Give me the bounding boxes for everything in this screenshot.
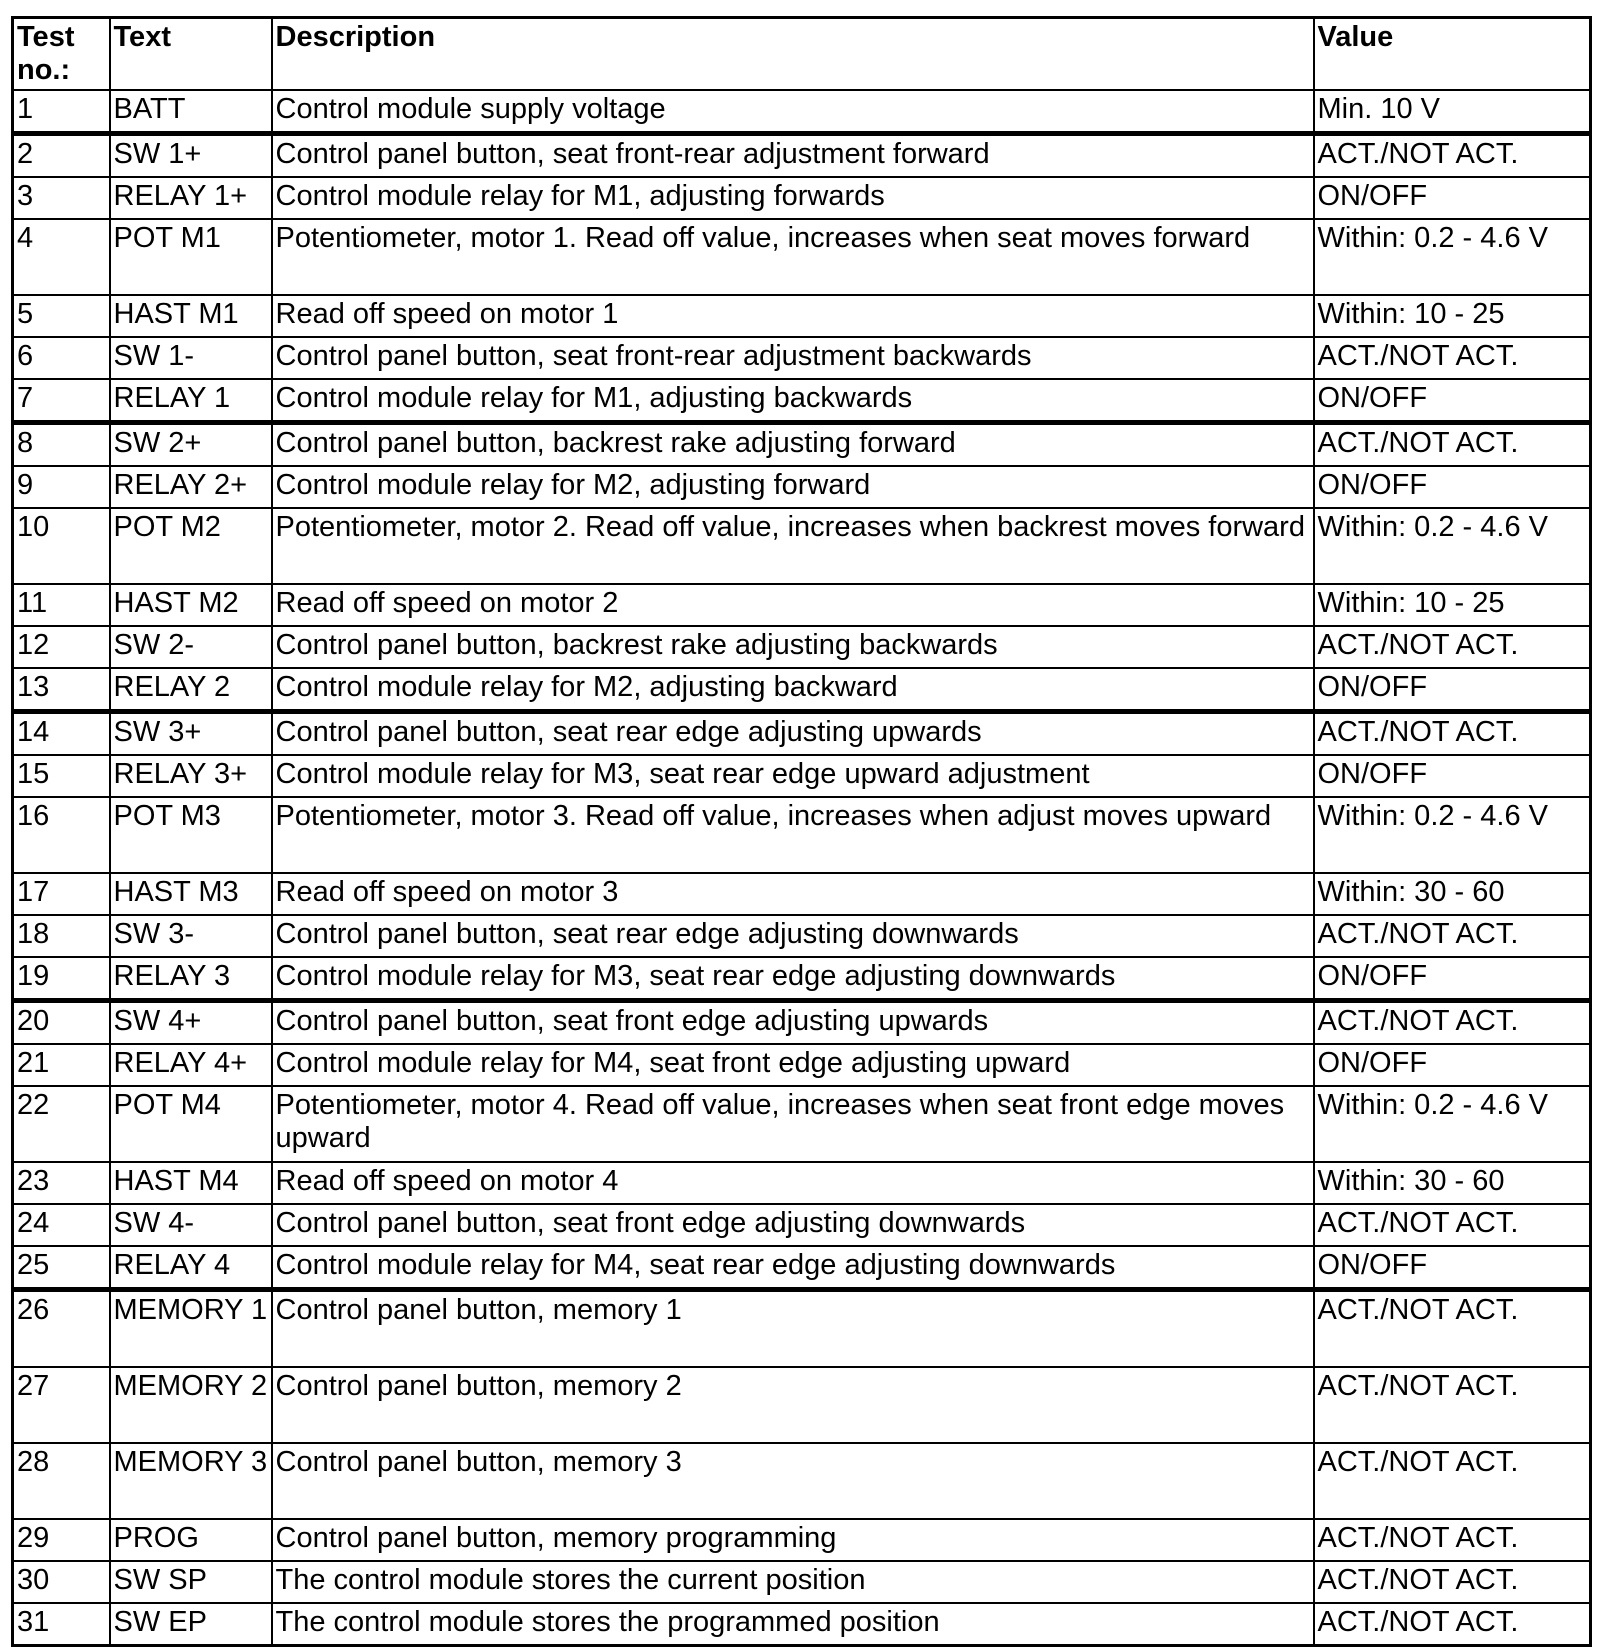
cell-value: Min. 10 V [1314,90,1591,134]
cell-value: ACT./NOT ACT. [1314,712,1591,756]
cell-description: Control panel button, memory programming [272,1519,1314,1561]
header-value: Value [1314,18,1591,91]
table-row [13,584,1591,626]
cell-test-no: 8 [13,423,110,467]
cell-test-no: 1 [13,90,110,134]
header-row [13,18,1591,91]
cell-test-no: 18 [13,915,110,957]
cell-test-no: 24 [13,1204,110,1246]
cell-value: ACT./NOT ACT. [1314,423,1591,467]
cell-description: Control panel button, memory 2 [272,1367,1314,1443]
cell-value: ON/OFF [1314,668,1591,712]
cell-test-no: 21 [13,1044,110,1086]
test-table [11,16,1592,1647]
cell-text: RELAY 2 [110,668,272,712]
cell-description: Control panel button, seat front-rear adjustment backwards [272,337,1314,379]
cell-text: POT M3 [110,797,272,873]
table-row [13,755,1591,797]
cell-text: POT M2 [110,508,272,584]
cell-text: MEMORY 1 [110,1290,272,1368]
table-row [13,219,1591,295]
cell-value: Within: 30 - 60 [1314,873,1591,915]
cell-text: SW 3- [110,915,272,957]
table-row [13,1603,1591,1646]
cell-description: Read off speed on motor 2 [272,584,1314,626]
cell-description: Control module relay for M4, seat rear edge adjusting downwards [272,1246,1314,1290]
cell-test-no: 2 [13,134,110,178]
cell-value: Within: 0.2 - 4.6 V [1314,1086,1591,1162]
cell-description: Control module relay for M1, adjusting forwards [272,177,1314,219]
cell-value: ON/OFF [1314,957,1591,1001]
cell-description: Control module relay for M3, seat rear edge adjusting downwards [272,957,1314,1001]
cell-description: Control module supply voltage [272,90,1314,134]
table-row [13,712,1591,756]
cell-text: RELAY 1 [110,379,272,423]
cell-text: BATT [110,90,272,134]
cell-description: Control panel button, seat front edge adjusting downwards [272,1204,1314,1246]
cell-test-no: 28 [13,1443,110,1519]
cell-description: Read off speed on motor 4 [272,1162,1314,1204]
cell-value: ACT./NOT ACT. [1314,915,1591,957]
cell-value: ACT./NOT ACT. [1314,134,1591,178]
cell-value: ACT./NOT ACT. [1314,1001,1591,1045]
cell-test-no: 17 [13,873,110,915]
table-row [13,1044,1591,1086]
cell-test-no: 23 [13,1162,110,1204]
table-row [13,423,1591,467]
cell-description: Control module relay for M2, adjusting forward [272,466,1314,508]
cell-text: SW 4- [110,1204,272,1246]
cell-description: Control panel button, seat rear edge adjusting downwards [272,915,1314,957]
table-row [13,1204,1591,1246]
cell-value: Within: 0.2 - 4.6 V [1314,219,1591,295]
cell-text: RELAY 4 [110,1246,272,1290]
cell-test-no: 4 [13,219,110,295]
table-row [13,90,1591,134]
cell-value: ACT./NOT ACT. [1314,1561,1591,1603]
cell-text: PROG [110,1519,272,1561]
table-header [13,18,1591,91]
cell-test-no: 13 [13,668,110,712]
cell-text: POT M1 [110,219,272,295]
table-row [13,957,1591,1001]
cell-value: ON/OFF [1314,466,1591,508]
cell-value: ON/OFF [1314,1044,1591,1086]
cell-text: RELAY 3 [110,957,272,1001]
cell-test-no: 10 [13,508,110,584]
cell-test-no: 11 [13,584,110,626]
cell-test-no: 9 [13,466,110,508]
cell-description: Potentiometer, motor 2. Read off value, increases when backrest moves forward [272,508,1314,584]
table-row [13,295,1591,337]
cell-text: HAST M2 [110,584,272,626]
cell-value: ACT./NOT ACT. [1314,337,1591,379]
table-row [13,915,1591,957]
cell-value: ACT./NOT ACT. [1314,1367,1591,1443]
cell-description: Control panel button, seat front-rear adjustment forward [272,134,1314,178]
cell-description: The control module stores the programmed position [272,1603,1314,1646]
cell-value: Within: 0.2 - 4.6 V [1314,508,1591,584]
cell-text: MEMORY 3 [110,1443,272,1519]
cell-test-no: 29 [13,1519,110,1561]
cell-text: RELAY 4+ [110,1044,272,1086]
cell-test-no: 6 [13,337,110,379]
cell-text: SW 1+ [110,134,272,178]
cell-value: ACT./NOT ACT. [1314,626,1591,668]
cell-value: ACT./NOT ACT. [1314,1603,1591,1646]
cell-text: RELAY 3+ [110,755,272,797]
cell-test-no: 16 [13,797,110,873]
cell-text: RELAY 1+ [110,177,272,219]
cell-text: MEMORY 2 [110,1367,272,1443]
cell-text: SW 1- [110,337,272,379]
cell-value: ON/OFF [1314,1246,1591,1290]
cell-text: HAST M1 [110,295,272,337]
test-table-sheet [11,16,1589,1647]
cell-test-no: 5 [13,295,110,337]
cell-value: ACT./NOT ACT. [1314,1519,1591,1561]
cell-description: The control module stores the current position [272,1561,1314,1603]
table-row [13,337,1591,379]
cell-description: Potentiometer, motor 4. Read off value, increases when seat front edge moves upward [272,1086,1314,1162]
table-row [13,134,1591,178]
cell-text: SW 3+ [110,712,272,756]
cell-value: ACT./NOT ACT. [1314,1443,1591,1519]
cell-text: RELAY 2+ [110,466,272,508]
table-row [13,1086,1591,1162]
cell-text: POT M4 [110,1086,272,1162]
table-row [13,626,1591,668]
cell-value: Within: 10 - 25 [1314,584,1591,626]
cell-description: Control module relay for M4, seat front edge adjusting upward [272,1044,1314,1086]
cell-value: Within: 10 - 25 [1314,295,1591,337]
cell-test-no: 14 [13,712,110,756]
cell-description: Read off speed on motor 1 [272,295,1314,337]
cell-test-no: 7 [13,379,110,423]
cell-value: ACT./NOT ACT. [1314,1290,1591,1368]
cell-test-no: 30 [13,1561,110,1603]
cell-test-no: 12 [13,626,110,668]
table-row [13,466,1591,508]
table-row [13,379,1591,423]
cell-description: Read off speed on motor 3 [272,873,1314,915]
cell-test-no: 19 [13,957,110,1001]
header-text: Text [110,18,272,91]
cell-description: Control panel button, memory 1 [272,1290,1314,1368]
table-row [13,1246,1591,1290]
cell-value: ON/OFF [1314,177,1591,219]
cell-text: SW 2+ [110,423,272,467]
table-row [13,797,1591,873]
cell-description: Potentiometer, motor 1. Read off value, increases when seat moves forward [272,219,1314,295]
cell-text: SW SP [110,1561,272,1603]
table-row [13,873,1591,915]
cell-text: SW 2- [110,626,272,668]
cell-text: HAST M3 [110,873,272,915]
cell-test-no: 15 [13,755,110,797]
table-row [13,1443,1591,1519]
cell-test-no: 22 [13,1086,110,1162]
cell-description: Control module relay for M1, adjusting backwards [272,379,1314,423]
cell-value: Within: 30 - 60 [1314,1162,1591,1204]
cell-test-no: 20 [13,1001,110,1045]
table-row [13,1367,1591,1443]
table-row [13,1290,1591,1368]
cell-description: Control module relay for M3, seat rear edge upward adjustment [272,755,1314,797]
table-row [13,668,1591,712]
cell-description: Control panel button, seat front edge adjusting upwards [272,1001,1314,1045]
table-row [13,1519,1591,1561]
header-test-no: Test no.: [13,18,110,91]
cell-description: Control panel button, seat rear edge adjusting upwards [272,712,1314,756]
cell-value: ACT./NOT ACT. [1314,1204,1591,1246]
table-row [13,1001,1591,1045]
cell-value: ON/OFF [1314,755,1591,797]
table-row [13,508,1591,584]
table-body [13,90,1591,1646]
cell-test-no: 27 [13,1367,110,1443]
table-row [13,177,1591,219]
header-description: Description [272,18,1314,91]
cell-text: HAST M4 [110,1162,272,1204]
cell-description: Control panel button, backrest rake adjusting forward [272,423,1314,467]
cell-test-no: 25 [13,1246,110,1290]
cell-description: Control panel button, backrest rake adjusting backwards [272,626,1314,668]
cell-test-no: 31 [13,1603,110,1646]
cell-test-no: 3 [13,177,110,219]
cell-value: ON/OFF [1314,379,1591,423]
table-row [13,1162,1591,1204]
cell-value: Within: 0.2 - 4.6 V [1314,797,1591,873]
cell-text: SW EP [110,1603,272,1646]
cell-test-no: 26 [13,1290,110,1368]
cell-description: Control module relay for M2, adjusting backward [272,668,1314,712]
cell-description: Control panel button, memory 3 [272,1443,1314,1519]
cell-text: SW 4+ [110,1001,272,1045]
table-row [13,1561,1591,1603]
cell-description: Potentiometer, motor 3. Read off value, increases when adjust moves upward [272,797,1314,873]
